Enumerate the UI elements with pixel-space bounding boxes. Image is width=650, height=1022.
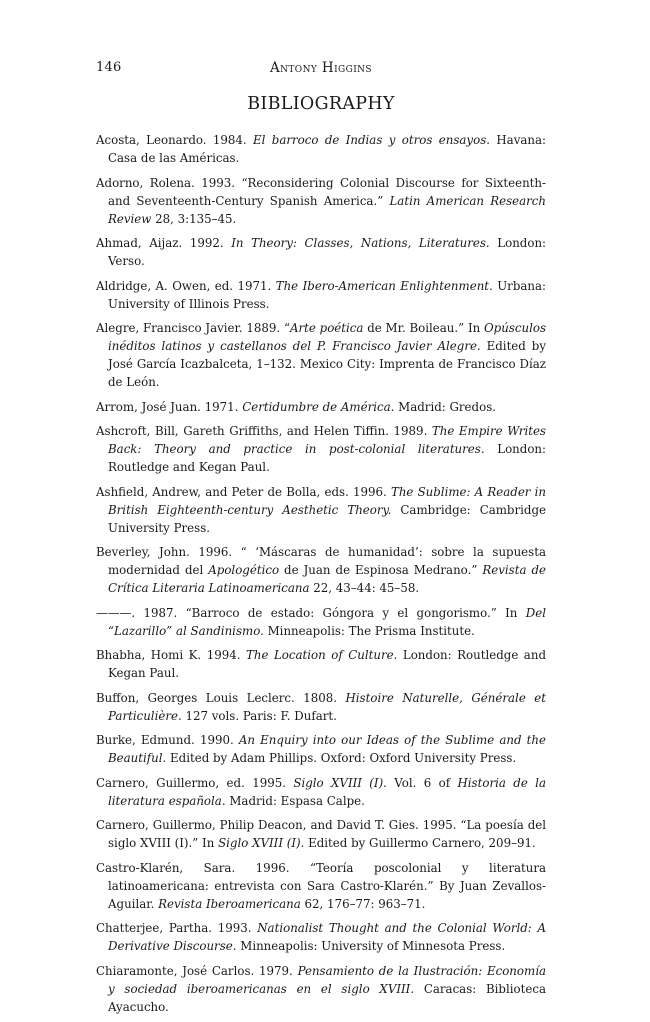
entry-text: Cambridge: Cambridge University Press. <box>108 502 546 535</box>
bibliography-entry <box>96 604 546 640</box>
bibliography-entry <box>96 543 546 597</box>
entry-text: Urbana: University of Illinois Press. <box>108 278 547 311</box>
entry-italic-text: Apologético <box>208 563 280 577</box>
bibliography-entry <box>96 919 546 955</box>
running-head <box>96 60 546 82</box>
entry-text: de Juan de Espinosa Medrano.” <box>279 563 483 577</box>
entry-text: Edited by Adam Phillips. Oxford: Oxford University Press. <box>166 751 517 765</box>
bibliography-entry <box>96 234 546 270</box>
entry-italic-text: Opúsculos inéditos latinos y castellanos del P. Francisco Javier Alegre. <box>108 321 547 353</box>
entry-italic-text: The Sublime: A Reader in British Eighteenth-century Aesthetic Theory. <box>108 484 546 517</box>
entry-text: Chatterjee, Partha. 1993. <box>96 921 258 935</box>
entry-text: Minneapolis: The Prisma Institute. <box>263 623 475 638</box>
section-title: BIBLIOGRAPHY <box>247 94 395 114</box>
entry-italic-text: Revista de Crítica Literaria Latinoamericana <box>108 563 546 595</box>
entry-italic-text: Del “Lazarillo” al Sandinismo. <box>108 605 546 638</box>
bibliography-entry <box>96 483 546 537</box>
entry-text: Vol. 6 of <box>386 775 458 790</box>
bibliography-entry <box>96 962 546 1016</box>
entry-italic-text: An Enquiry into our Ideas of the Sublime and the Beautiful. <box>108 733 547 765</box>
entry-text: 127 vols. Paris: F. Dufart. <box>181 708 337 723</box>
bibliography-entry <box>96 859 546 913</box>
entry-italic-text: Latin American Research Review <box>108 193 547 226</box>
entry-italic-text: El barroco de Indias y otros ensayos. <box>253 133 491 147</box>
entry-text: Adorno, Rolena. 1993. “Reconsidering Colonial Discourse for Sixteenth- and Seventeenth-Century Spanish America.” <box>96 175 546 208</box>
entry-text: Alegre, Francisco Javier. 1889. “ <box>96 321 290 335</box>
entry-text: Carnero, Guillermo, Philip Deacon, and David T. Gies. 1995. “La poesía del siglo XVIII (I).” In <box>96 818 546 850</box>
entry-italic-text: Certidumbre de América. <box>242 399 395 414</box>
bibliography-entry <box>96 422 546 476</box>
entry-text: Buffon, Georges Louis Leclerc. 1808. <box>96 690 346 705</box>
entry-italic-text: Arte poética <box>289 321 364 335</box>
entry-text: London: Verso. <box>108 236 547 268</box>
entry-text: Castro-Klarén, Sara. 1996. “Teoría poscolonial y literatura latinoamericana: entrevista con Sara Castro-Klarén.” By Juan Zevallos-Aguilar. <box>96 860 546 911</box>
running-title: Antony Higgins <box>269 60 373 76</box>
bibliography-entry <box>96 816 546 852</box>
entry-text: Bhabha, Homi K. 1994. <box>96 648 246 662</box>
entry-text: 22, 43–44: 45–58. <box>309 581 420 595</box>
entry-text: Havana: Casa de las Américas. <box>108 133 546 165</box>
entry-italic-text: Siglo XVIII (I). <box>293 775 387 790</box>
bibliography-entry <box>96 731 546 767</box>
bibliography-entry <box>96 774 546 810</box>
bibliography-entry <box>96 174 546 228</box>
entry-italic-text: The Empire Writes Back: Theory and practice in post-colonial literatures. <box>108 424 546 456</box>
entry-italic-text: Historia de la literatura española. <box>108 775 546 808</box>
entry-text: Burke, Edmund. 1990. <box>96 733 239 747</box>
bibliography-entry <box>96 319 546 391</box>
entry-text: 28, 3:135–45. <box>151 211 237 226</box>
entry-text: Carnero, Guillermo, ed. 1995. <box>96 775 294 790</box>
bibliography-entry <box>96 277 546 313</box>
entry-italic-text: In Theory: Classes, Nations, Literatures. <box>231 236 490 250</box>
entry-text: Acosta, Leonardo. 1984. <box>96 133 254 147</box>
entry-italic-text: Histoire Naturelle, Générale et Particulière. <box>108 690 546 723</box>
entry-italic-text: Nationalist Thought and the Colonial World: A Derivative Discourse. <box>108 921 546 953</box>
entry-italic-text: Siglo XVIII (I). <box>218 836 305 850</box>
entry-text: Arrom, José Juan. 1971. <box>96 399 243 414</box>
entry-text: Madrid: Espasa Calpe. <box>225 793 365 808</box>
entry-text: Ashfield, Andrew, and Peter de Bolla, eds. 1996. <box>96 484 391 499</box>
entry-text: ———. 1987. “Barroco de estado: Góngora y el gongorismo.” In <box>96 605 526 620</box>
entry-text: Chiaramonte, José Carlos. 1979. <box>96 963 298 978</box>
entry-italic-text: Revista Iberoamericana <box>158 896 301 911</box>
book-page <box>96 60 546 1022</box>
entry-italic-text: The Location of Culture. <box>245 648 398 662</box>
entry-text: Ahmad, Aijaz. 1992. <box>96 236 232 250</box>
bibliography-entry <box>96 131 546 167</box>
entry-text: de Mr. Boileau.” In <box>363 321 484 335</box>
bibliography-entry <box>96 646 546 682</box>
entry-text: Edited by Guillermo Carnero, 209–91. <box>304 836 536 850</box>
bibliography-entry <box>96 689 546 725</box>
entry-italic-text: Pensamiento de la Ilustración: Economía y sociedad iberoamericanas en el siglo XVIII. <box>108 963 546 996</box>
entry-text: Beverley, John. 1996. “ ‘Máscaras de humanidad’: sobre la supuesta modernidad del <box>96 545 546 577</box>
bibliography-list <box>96 131 546 1016</box>
entry-text: Aldridge, A. Owen, ed. 1971. <box>96 278 276 293</box>
entry-text: 62, 176–77: 963–71. <box>300 896 426 911</box>
bibliography-entry <box>96 398 546 416</box>
page-number: 146 <box>96 60 122 75</box>
entry-italic-text: The Ibero-American Enlightenment. <box>275 278 493 293</box>
entry-text: Caracas: Biblioteca Ayacucho. <box>108 981 546 1014</box>
entry-text: Minneapolis: University of Minnesota Press. <box>236 939 506 953</box>
entry-text: Edited by José García Icazbalceta, 1–132. Mexico City: Imprenta de Francisco Díaz de León. <box>108 339 546 389</box>
entry-text: Ashcroft, Bill, Gareth Griffiths, and Helen Tiffin. 1989. <box>96 424 432 438</box>
entry-text: Madrid: Gredos. <box>394 399 496 414</box>
entry-text: London: Routledge and Kegan Paul. <box>108 648 546 680</box>
entry-text: London: Routledge and Kegan Paul. <box>108 442 547 474</box>
